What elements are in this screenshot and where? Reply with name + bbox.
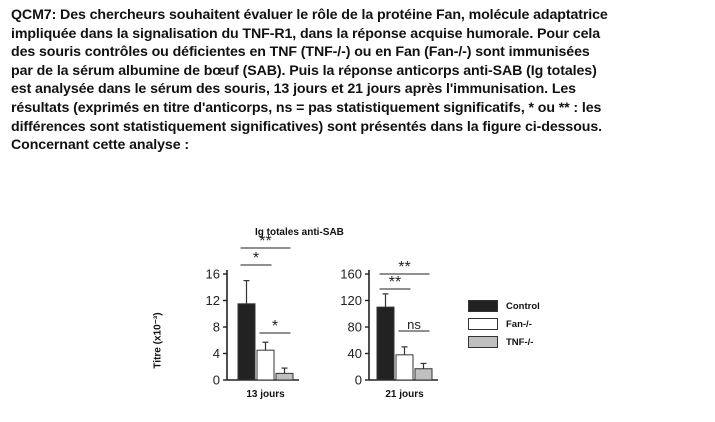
bar-tnf bbox=[276, 373, 293, 380]
legend-swatch-tnf bbox=[468, 336, 498, 348]
y-tick-label: 12 bbox=[205, 293, 220, 308]
question-line: différences sont statistiquement significatives) sont présentés dans la figure ci-dessous. bbox=[11, 118, 602, 135]
y-tick-label: 80 bbox=[347, 319, 362, 335]
question-text bbox=[11, 6, 711, 155]
question-line: est analysée dans le sérum des souris, 13 jours et 21 jours après l'immunisation. Les bbox=[11, 81, 576, 98]
bar-control bbox=[238, 304, 255, 380]
y-tick-label: 16 bbox=[205, 266, 220, 282]
x-axis-label: 21 jours bbox=[385, 389, 424, 400]
y-tick-label: 0 bbox=[354, 372, 362, 388]
legend-label-tnf: TNF-/- bbox=[506, 336, 534, 348]
legend-swatch-fan bbox=[468, 318, 498, 330]
bar-tnf bbox=[415, 369, 432, 380]
y-tick-label: 0 bbox=[212, 372, 220, 388]
y-tick-label: 4 bbox=[212, 346, 220, 361]
y-tick-label: 120 bbox=[340, 293, 362, 308]
significance-label: ** bbox=[259, 233, 272, 250]
legend-item-fan bbox=[468, 318, 532, 330]
figure-title: Ig totales anti-SAB bbox=[255, 227, 344, 238]
legend-swatch-control bbox=[468, 300, 498, 312]
x-axis-label: 13 jours bbox=[246, 389, 285, 400]
question-line: des souris contrôles ou déficientes en TNF (TNF-/-) ou en Fan (Fan-/-) sont immunisées bbox=[11, 44, 590, 61]
significance-label: ** bbox=[398, 259, 411, 276]
y-tick-label: 160 bbox=[340, 266, 362, 282]
significance-label: * bbox=[271, 318, 279, 335]
question-line: par de la sérum albumine de bœuf (SAB). Puis la réponse anticorps anti-SAB (Ig totales) bbox=[11, 62, 597, 79]
question-line: résultats (exprimés en titre d'anticorps, ns = pas statistiquement significatifs, * ou ** : les bbox=[11, 99, 602, 116]
y-tick-label: 8 bbox=[212, 319, 220, 335]
legend-item-tnf bbox=[468, 336, 533, 348]
legend-label-fan: Fan-/- bbox=[506, 318, 532, 330]
bar-fan bbox=[257, 350, 274, 380]
bar-fan bbox=[396, 355, 413, 380]
y-tick-label: 40 bbox=[347, 346, 362, 361]
significance-label: ** bbox=[388, 274, 402, 291]
legend-label-control: Control bbox=[506, 300, 540, 312]
y-axis-title: Titre (x10⁻³) bbox=[152, 312, 164, 369]
bar-control bbox=[377, 307, 394, 380]
question-line: QCM7: Des chercheurs souhaitent évaluer le rôle de la protéine Fan, molécule adaptatrice bbox=[11, 7, 608, 23]
question-line: Concernant cette analyse : bbox=[11, 137, 189, 154]
significance-label: * bbox=[252, 250, 260, 267]
legend-item-control bbox=[468, 300, 540, 312]
significance-label: ns bbox=[407, 317, 421, 332]
question-line: impliquée dans la signalisation du TNF-R1, dans la réponse acquise humorale. Pour cela bbox=[11, 25, 601, 42]
